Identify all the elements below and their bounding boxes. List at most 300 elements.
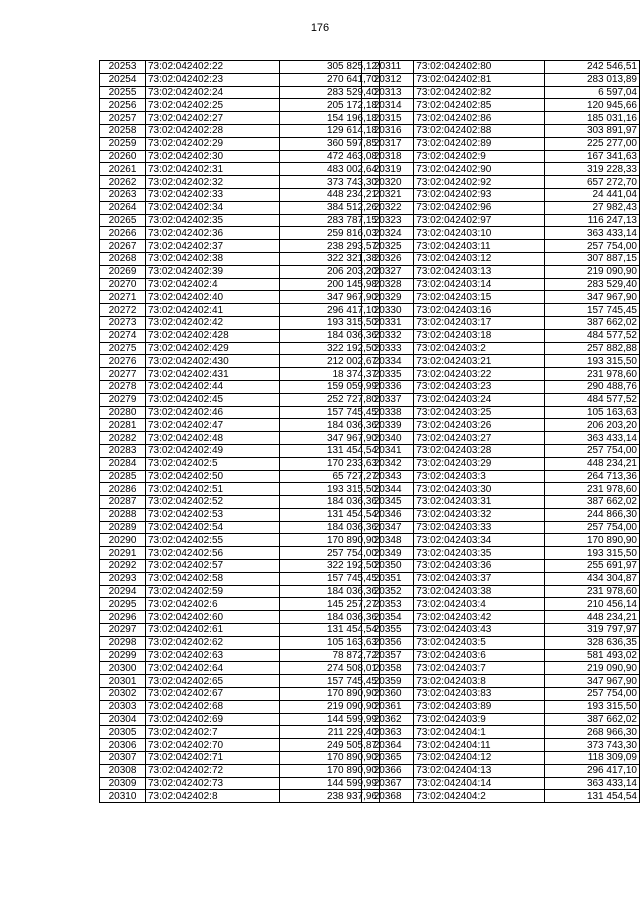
cadastral-value: 184 036,36 — [280, 521, 380, 534]
cadastral-number: 73:02:042402:49 — [146, 444, 280, 457]
record-number: 20323 — [362, 214, 414, 227]
record-number: 20328 — [362, 278, 414, 291]
table-row — [100, 176, 380, 189]
cadastral-number: 73:02:042402:56 — [146, 547, 280, 560]
cadastral-value: 193 315,50 — [545, 700, 640, 713]
cadastral-number: 73:02:042402:7 — [146, 726, 280, 739]
cadastral-number: 73:02:042402:97 — [414, 214, 545, 227]
table-row — [362, 265, 640, 278]
cadastral-number: 73:02:042402:90 — [414, 163, 545, 176]
cadastral-number: 73:02:042402:429 — [146, 342, 280, 355]
table-row — [362, 483, 640, 496]
table-row — [362, 790, 640, 803]
right-table — [361, 60, 640, 803]
record-number: 20271 — [100, 291, 146, 304]
table-row — [362, 649, 640, 662]
cadastral-value: 184 036,36 — [280, 585, 380, 598]
record-number: 20330 — [362, 304, 414, 317]
left-table-body — [100, 61, 380, 803]
record-number: 20307 — [100, 752, 146, 765]
table-row — [100, 521, 380, 534]
cadastral-value: 283 529,40 — [545, 278, 640, 291]
record-number: 20259 — [100, 137, 146, 150]
cadastral-number: 73:02:042402:68 — [146, 700, 280, 713]
table-row — [100, 278, 380, 291]
record-number: 20365 — [362, 752, 414, 765]
record-number: 20270 — [100, 278, 146, 291]
table-row — [100, 713, 380, 726]
cadastral-value: 212 002,67 — [280, 355, 380, 368]
record-number: 20321 — [362, 188, 414, 201]
cadastral-number: 73:02:042402:70 — [146, 739, 280, 752]
table-row — [362, 598, 640, 611]
cadastral-number: 73:02:042402:72 — [146, 764, 280, 777]
record-number: 20336 — [362, 380, 414, 393]
cadastral-value: 347 967,90 — [545, 291, 640, 304]
cadastral-value: 387 662,02 — [545, 316, 640, 329]
cadastral-number: 73:02:042403:36 — [414, 560, 545, 573]
cadastral-number: 73:02:042402:9 — [414, 150, 545, 163]
cadastral-value: 193 315,50 — [545, 547, 640, 560]
cadastral-value: 290 488,76 — [545, 380, 640, 393]
cadastral-value: 238 293,57 — [280, 240, 380, 253]
cadastral-value: 296 417,10 — [545, 764, 640, 777]
record-number: 20312 — [362, 73, 414, 86]
cadastral-value: 231 978,60 — [545, 368, 640, 381]
cadastral-number: 73:02:042403:22 — [414, 368, 545, 381]
record-number: 20276 — [100, 355, 146, 368]
table-row — [362, 419, 640, 432]
cadastral-value: 184 036,36 — [280, 496, 380, 509]
table-row — [362, 444, 640, 457]
cadastral-value: 363 433,14 — [545, 432, 640, 445]
cadastral-number: 73:02:042402:60 — [146, 611, 280, 624]
record-number: 20313 — [362, 86, 414, 99]
table-row — [362, 329, 640, 342]
record-number: 20305 — [100, 726, 146, 739]
record-number: 20292 — [100, 560, 146, 573]
cadastral-number: 73:02:042402:24 — [146, 86, 280, 99]
record-number: 20346 — [362, 508, 414, 521]
cadastral-number: 73:02:042403:16 — [414, 304, 545, 317]
table-row — [362, 457, 640, 470]
cadastral-value: 231 978,60 — [545, 585, 640, 598]
cadastral-value: 144 599,99 — [280, 777, 380, 790]
cadastral-number: 73:02:042403:12 — [414, 252, 545, 265]
table-row — [362, 214, 640, 227]
cadastral-number: 73:02:042402:41 — [146, 304, 280, 317]
table-row — [100, 150, 380, 163]
cadastral-value: 448 234,21 — [545, 457, 640, 470]
cadastral-number: 73:02:042403:13 — [414, 265, 545, 278]
cadastral-number: 73:02:042403:11 — [414, 240, 545, 253]
cadastral-value: 264 713,36 — [545, 470, 640, 483]
table-row — [362, 726, 640, 739]
cadastral-number: 73:02:042402:35 — [146, 214, 280, 227]
table-row — [100, 496, 380, 509]
cadastral-number: 73:02:042402:65 — [146, 675, 280, 688]
table-row — [100, 380, 380, 393]
record-number: 20253 — [100, 61, 146, 74]
cadastral-value: 170 233,63 — [280, 457, 380, 470]
record-number: 20353 — [362, 598, 414, 611]
record-number: 20340 — [362, 432, 414, 445]
table-row — [100, 419, 380, 432]
record-number: 20294 — [100, 585, 146, 598]
record-number: 20368 — [362, 790, 414, 803]
table-row — [100, 739, 380, 752]
record-number: 20260 — [100, 150, 146, 163]
cadastral-value: 303 891,97 — [545, 124, 640, 137]
cadastral-number: 73:02:042402:39 — [146, 265, 280, 278]
cadastral-value: 157 745,45 — [280, 675, 380, 688]
cadastral-number: 73:02:042403:30 — [414, 483, 545, 496]
table-row — [100, 316, 380, 329]
cadastral-number: 73:02:042403:23 — [414, 380, 545, 393]
record-number: 20355 — [362, 624, 414, 637]
cadastral-number: 73:02:042402:8 — [146, 790, 280, 803]
record-number: 20263 — [100, 188, 146, 201]
cadastral-number: 73:02:042402:22 — [146, 61, 280, 74]
cadastral-number: 73:02:042403:42 — [414, 611, 545, 624]
cadastral-number: 73:02:042402:67 — [146, 688, 280, 701]
record-number: 20356 — [362, 636, 414, 649]
record-number: 20361 — [362, 700, 414, 713]
table-row — [362, 572, 640, 585]
table-row — [100, 137, 380, 150]
cadastral-value: 225 277,00 — [545, 137, 640, 150]
table-row — [362, 636, 640, 649]
cadastral-value: 131 454,54 — [280, 444, 380, 457]
table-row — [362, 713, 640, 726]
cadastral-value: 129 614,18 — [280, 124, 380, 137]
record-number: 20347 — [362, 521, 414, 534]
cadastral-value: 283 013,89 — [545, 73, 640, 86]
record-number: 20296 — [100, 611, 146, 624]
cadastral-value: 434 304,87 — [545, 572, 640, 585]
cadastral-value: 200 145,98 — [280, 278, 380, 291]
record-number: 20279 — [100, 393, 146, 406]
cadastral-number: 73:02:042404:13 — [414, 764, 545, 777]
cadastral-number: 73:02:042404:14 — [414, 777, 545, 790]
record-number: 20362 — [362, 713, 414, 726]
table-row — [100, 444, 380, 457]
record-number: 20275 — [100, 342, 146, 355]
record-number: 20348 — [362, 534, 414, 547]
cadastral-value: 244 866,30 — [545, 508, 640, 521]
table-row — [100, 675, 380, 688]
cadastral-number: 73:02:042402:92 — [414, 176, 545, 189]
cadastral-value: 657 272,70 — [545, 176, 640, 189]
table-row — [362, 380, 640, 393]
table-row — [100, 99, 380, 112]
table-row — [100, 457, 380, 470]
table-row — [362, 355, 640, 368]
cadastral-number: 73:02:042403:15 — [414, 291, 545, 304]
cadastral-number: 73:02:042404:12 — [414, 752, 545, 765]
record-number: 20338 — [362, 406, 414, 419]
record-number: 20265 — [100, 214, 146, 227]
table-row — [362, 777, 640, 790]
cadastral-value: 145 257,27 — [280, 598, 380, 611]
cadastral-number: 73:02:042402:36 — [146, 227, 280, 240]
cadastral-value: 296 417,10 — [280, 304, 380, 317]
record-number: 20293 — [100, 572, 146, 585]
cadastral-value: 347 967,90 — [280, 432, 380, 445]
cadastral-value: 363 433,14 — [545, 227, 640, 240]
table-row — [100, 393, 380, 406]
record-number: 20334 — [362, 355, 414, 368]
table-row — [100, 790, 380, 803]
table-row — [362, 291, 640, 304]
record-number: 20332 — [362, 329, 414, 342]
cadastral-value: 581 493,02 — [545, 649, 640, 662]
cadastral-number: 73:02:042403:21 — [414, 355, 545, 368]
cadastral-value: 360 597,85 — [280, 137, 380, 150]
cadastral-value: 65 727,27 — [280, 470, 380, 483]
cadastral-value: 219 090,90 — [545, 265, 640, 278]
cadastral-number: 73:02:042403:32 — [414, 508, 545, 521]
table-row — [362, 470, 640, 483]
record-number: 20290 — [100, 534, 146, 547]
record-number: 20304 — [100, 713, 146, 726]
cadastral-value: 167 341,63 — [545, 150, 640, 163]
cadastral-number: 73:02:042402:430 — [146, 355, 280, 368]
table-row — [362, 86, 640, 99]
table-row — [100, 483, 380, 496]
cadastral-value: 249 505,87 — [280, 739, 380, 752]
cadastral-value: 206 203,20 — [545, 419, 640, 432]
record-number: 20302 — [100, 688, 146, 701]
cadastral-number: 73:02:042403:9 — [414, 713, 545, 726]
cadastral-number: 73:02:042403:37 — [414, 572, 545, 585]
table-row — [100, 688, 380, 701]
cadastral-number: 73:02:042403:3 — [414, 470, 545, 483]
table-row — [100, 752, 380, 765]
cadastral-value: 157 745,45 — [280, 406, 380, 419]
table-row — [100, 86, 380, 99]
table-row — [100, 534, 380, 547]
cadastral-number: 73:02:042402:64 — [146, 662, 280, 675]
table-row — [100, 777, 380, 790]
cadastral-number: 73:02:042403:26 — [414, 419, 545, 432]
table-row — [362, 99, 640, 112]
cadastral-number: 73:02:042403:14 — [414, 278, 545, 291]
record-number: 20311 — [362, 61, 414, 74]
cadastral-value: 210 456,14 — [545, 598, 640, 611]
cadastral-number: 73:02:042403:27 — [414, 432, 545, 445]
table-row — [100, 124, 380, 137]
cadastral-value: 193 315,50 — [280, 316, 380, 329]
cadastral-number: 73:02:042402:28 — [146, 124, 280, 137]
table-row — [100, 508, 380, 521]
record-number: 20295 — [100, 598, 146, 611]
record-number: 20360 — [362, 688, 414, 701]
cadastral-number: 73:02:042402:50 — [146, 470, 280, 483]
table-row — [100, 188, 380, 201]
cadastral-value: 170 890,90 — [280, 764, 380, 777]
table-row — [100, 662, 380, 675]
table-row — [362, 227, 640, 240]
cadastral-value: 373 743,30 — [280, 176, 380, 189]
table-row — [362, 124, 640, 137]
record-number: 20257 — [100, 112, 146, 125]
cadastral-number: 73:02:042402:47 — [146, 419, 280, 432]
cadastral-number: 73:02:042403:34 — [414, 534, 545, 547]
table-row — [362, 560, 640, 573]
cadastral-number: 73:02:042402:89 — [414, 137, 545, 150]
cadastral-number: 73:02:042403:10 — [414, 227, 545, 240]
cadastral-number: 73:02:042402:37 — [146, 240, 280, 253]
cadastral-value: 322 192,50 — [280, 342, 380, 355]
cadastral-value: 305 825,12 — [280, 61, 380, 74]
table-row — [362, 752, 640, 765]
cadastral-number: 73:02:042403:38 — [414, 585, 545, 598]
table-row — [362, 304, 640, 317]
cadastral-number: 73:02:042402:44 — [146, 380, 280, 393]
table-row — [100, 329, 380, 342]
cadastral-number: 73:02:042403:28 — [414, 444, 545, 457]
record-number: 20335 — [362, 368, 414, 381]
table-row — [100, 342, 380, 355]
record-number: 20300 — [100, 662, 146, 675]
table-row — [100, 700, 380, 713]
table-row — [100, 163, 380, 176]
table-row — [362, 393, 640, 406]
record-number: 20291 — [100, 547, 146, 560]
cadastral-value: 259 816,03 — [280, 227, 380, 240]
cadastral-value: 185 031,16 — [545, 112, 640, 125]
cadastral-number: 73:02:042403:7 — [414, 662, 545, 675]
cadastral-number: 73:02:042402:86 — [414, 112, 545, 125]
cadastral-number: 73:02:042402:428 — [146, 329, 280, 342]
cadastral-number: 73:02:042403:35 — [414, 547, 545, 560]
table-row — [362, 585, 640, 598]
cadastral-value: 319 228,33 — [545, 163, 640, 176]
cadastral-number: 73:02:042402:4 — [146, 278, 280, 291]
record-number: 20287 — [100, 496, 146, 509]
cadastral-number: 73:02:042402:34 — [146, 201, 280, 214]
record-number: 20337 — [362, 393, 414, 406]
cadastral-number: 73:02:042402:96 — [414, 201, 545, 214]
cadastral-value: 363 433,14 — [545, 777, 640, 790]
table-row — [100, 585, 380, 598]
record-number: 20278 — [100, 380, 146, 393]
table-row — [362, 137, 640, 150]
cadastral-value: 193 315,50 — [545, 355, 640, 368]
cadastral-value: 257 754,00 — [545, 240, 640, 253]
cadastral-value: 373 743,30 — [545, 739, 640, 752]
table-row — [100, 432, 380, 445]
record-number: 20268 — [100, 252, 146, 265]
record-number: 20303 — [100, 700, 146, 713]
cadastral-value: 238 937,96 — [280, 790, 380, 803]
table-row — [362, 240, 640, 253]
cadastral-number: 73:02:042402:71 — [146, 752, 280, 765]
cadastral-value: 159 059,99 — [280, 380, 380, 393]
record-number: 20299 — [100, 649, 146, 662]
record-number: 20333 — [362, 342, 414, 355]
table-row — [362, 61, 640, 74]
cadastral-value: 257 754,00 — [545, 444, 640, 457]
cadastral-number: 73:02:042402:46 — [146, 406, 280, 419]
record-number: 20285 — [100, 470, 146, 483]
record-number: 20316 — [362, 124, 414, 137]
record-number: 20339 — [362, 419, 414, 432]
cadastral-value: 448 234,21 — [545, 611, 640, 624]
table-row — [100, 598, 380, 611]
table-row — [100, 611, 380, 624]
cadastral-value: 211 229,40 — [280, 726, 380, 739]
record-number: 20264 — [100, 201, 146, 214]
record-number: 20341 — [362, 444, 414, 457]
cadastral-value: 118 309,09 — [545, 752, 640, 765]
cadastral-value: 268 966,30 — [545, 726, 640, 739]
table-row — [100, 227, 380, 240]
record-number: 20255 — [100, 86, 146, 99]
right-table-body — [362, 61, 640, 803]
cadastral-value: 274 508,01 — [280, 662, 380, 675]
table-row — [362, 150, 640, 163]
cadastral-value: 484 577,52 — [545, 329, 640, 342]
table-row — [362, 112, 640, 125]
cadastral-number: 73:02:042402:81 — [414, 73, 545, 86]
cadastral-value: 184 036,36 — [280, 419, 380, 432]
table-row — [362, 547, 640, 560]
cadastral-value: 157 745,45 — [545, 304, 640, 317]
cadastral-value: 257 754,00 — [545, 521, 640, 534]
record-number: 20343 — [362, 470, 414, 483]
cadastral-number: 73:02:042403:25 — [414, 406, 545, 419]
record-number: 20298 — [100, 636, 146, 649]
table-row — [362, 764, 640, 777]
table-row — [100, 112, 380, 125]
record-number: 20367 — [362, 777, 414, 790]
cadastral-number: 73:02:042402:33 — [146, 188, 280, 201]
cadastral-value: 231 978,60 — [545, 483, 640, 496]
cadastral-value: 144 599,99 — [280, 713, 380, 726]
cadastral-number: 73:02:042402:42 — [146, 316, 280, 329]
table-row — [362, 739, 640, 752]
cadastral-value: 257 754,00 — [280, 547, 380, 560]
cadastral-value: 257 882,88 — [545, 342, 640, 355]
cadastral-value: 283 787,15 — [280, 214, 380, 227]
cadastral-value: 483 002,64 — [280, 163, 380, 176]
cadastral-value: 242 546,51 — [545, 61, 640, 74]
cadastral-number: 73:02:042403:29 — [414, 457, 545, 470]
cadastral-value: 387 662,02 — [545, 713, 640, 726]
table-row — [362, 176, 640, 189]
cadastral-value: 105 163,63 — [545, 406, 640, 419]
cadastral-value: 347 967,90 — [545, 675, 640, 688]
cadastral-value: 131 454,54 — [545, 790, 640, 803]
cadastral-value: 193 315,50 — [280, 483, 380, 496]
record-number: 20284 — [100, 457, 146, 470]
cadastral-number: 73:02:042402:27 — [146, 112, 280, 125]
cadastral-value: 252 727,80 — [280, 393, 380, 406]
record-number: 20315 — [362, 112, 414, 125]
cadastral-number: 73:02:042402:53 — [146, 508, 280, 521]
cadastral-number: 73:02:042404:2 — [414, 790, 545, 803]
cadastral-number: 73:02:042402:62 — [146, 636, 280, 649]
table-row — [362, 508, 640, 521]
table-row — [362, 624, 640, 637]
cadastral-value: 255 691,97 — [545, 560, 640, 573]
cadastral-number: 73:02:042402:85 — [414, 99, 545, 112]
table-row — [362, 316, 640, 329]
table-row — [362, 278, 640, 291]
record-number: 20308 — [100, 764, 146, 777]
